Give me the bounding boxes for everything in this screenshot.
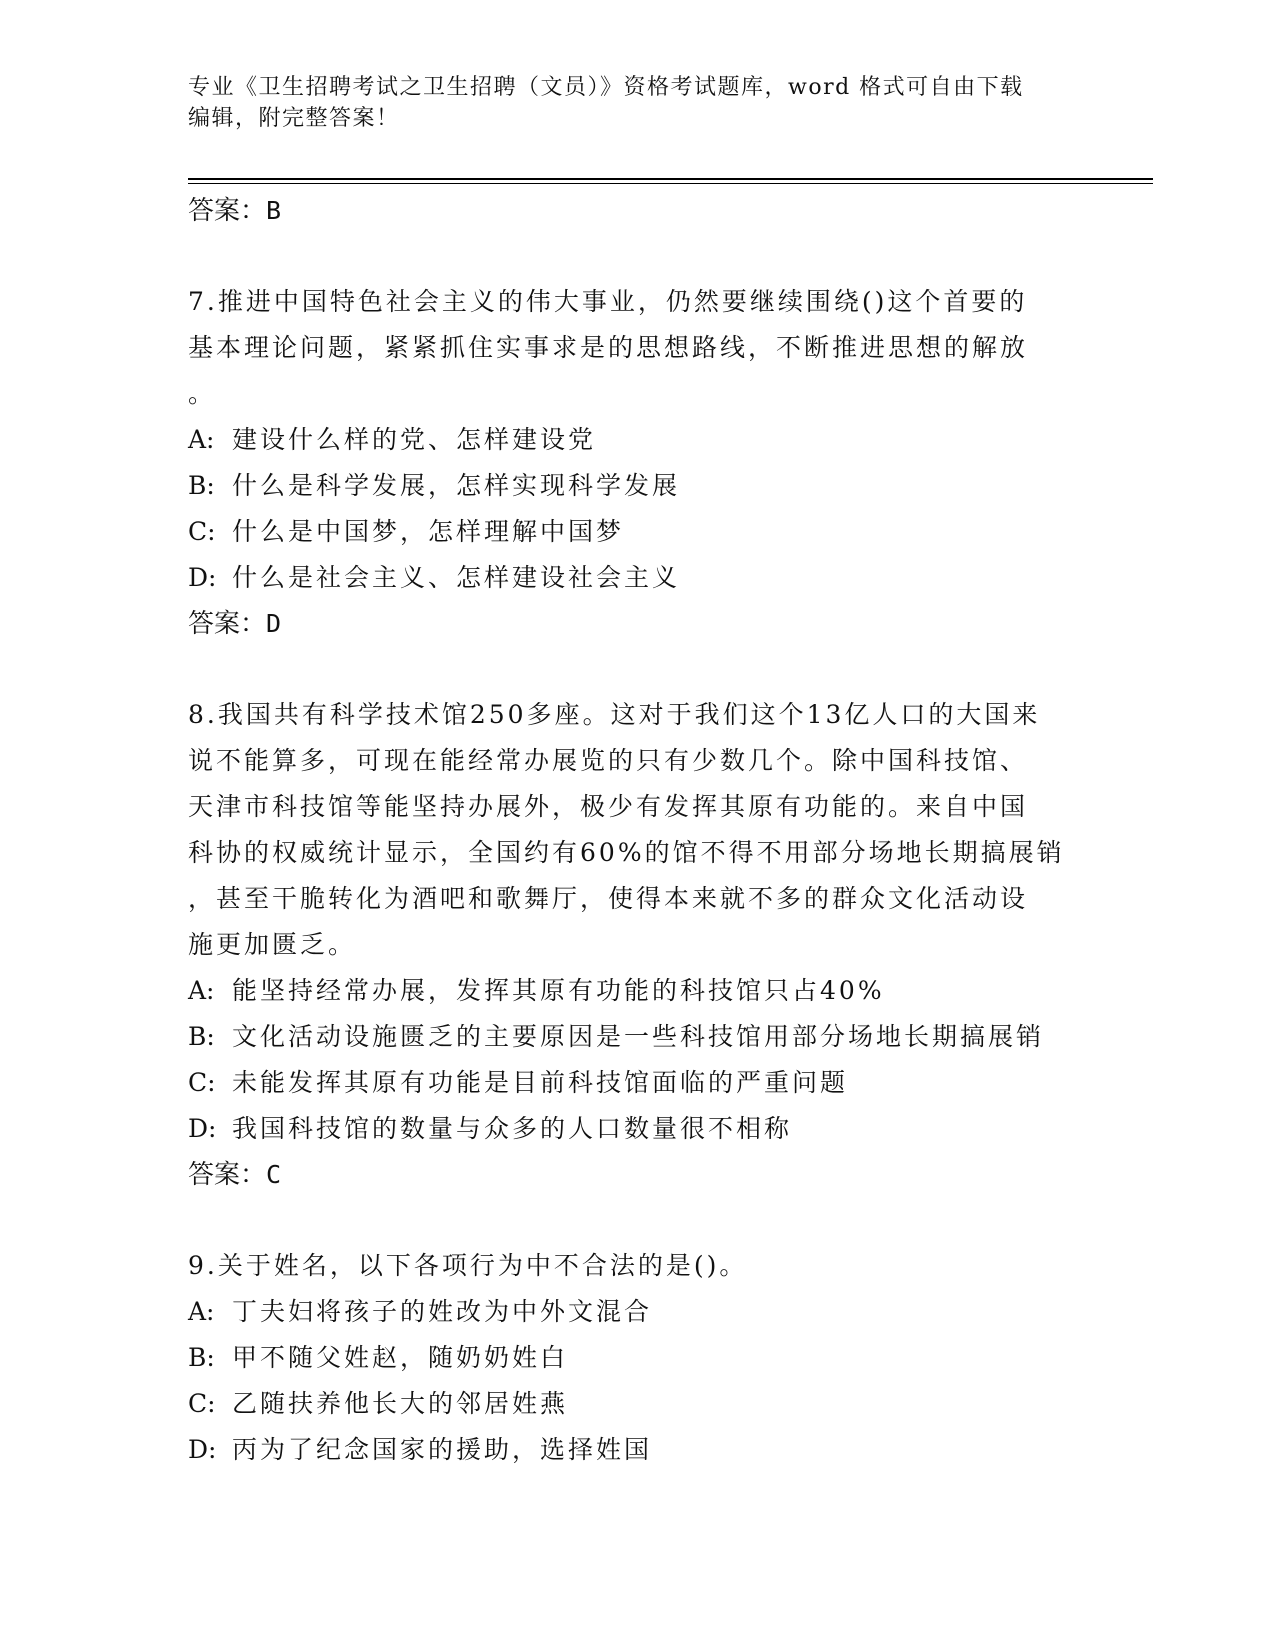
option-text: 什么是科学发展，怎样实现科学发展 <box>232 471 681 500</box>
header-line-1: 专业《卫生招聘考试之卫生招聘（文员）》资格考试题库，word 格式可自由下载 <box>188 75 1024 100</box>
answer-value: B <box>266 196 282 225</box>
question-block <box>188 692 1088 1198</box>
question-content <box>188 188 1088 1473</box>
header-divider-thin <box>188 183 1153 184</box>
question-text-line: 天津市科技馆等能坚持办展外，极少有发挥其原有功能的。来自中国 <box>188 792 1029 821</box>
option-letter: A: <box>188 425 215 454</box>
option-letter: C: <box>188 1389 216 1418</box>
option-text: 建设什么样的党、怎样建设党 <box>232 425 597 454</box>
option-letter: D: <box>188 563 217 592</box>
option-text: 未能发挥其原有功能是目前科技馆面临的严重问题 <box>232 1068 849 1097</box>
answer-line <box>188 188 1088 234</box>
option-text: 什么是社会主义、怎样建设社会主义 <box>232 563 681 592</box>
header-line-2: 编辑，附完整答案！ <box>188 106 400 131</box>
option-b <box>188 463 1088 509</box>
option-letter: A: <box>188 1297 215 1326</box>
option-a <box>188 1289 1088 1335</box>
answer-label: 答案： <box>188 609 267 639</box>
document-header <box>188 72 1068 134</box>
option-d <box>188 1106 1088 1152</box>
option-text: 丁夫妇将孩子的姓改为中外文混合 <box>232 1297 653 1326</box>
option-text: 丙为了纪念国家的援助，选择姓国 <box>232 1435 653 1464</box>
question-text-line: 说不能算多，可现在能经常办展览的只有少数几个。除中国科技馆、 <box>188 746 1029 775</box>
option-b <box>188 1335 1088 1381</box>
option-d <box>188 1427 1088 1473</box>
option-a <box>188 968 1088 1014</box>
question-text-line: 科协的权威统计显示，全国约有60%的馆不得不用部分场地长期搞展销 <box>188 838 1065 867</box>
option-text: 我国科技馆的数量与众多的人口数量很不相称 <box>232 1114 793 1143</box>
answer-value: D <box>266 609 282 638</box>
question-text-line: 。 <box>188 379 217 408</box>
option-c <box>188 1060 1088 1106</box>
option-letter: B: <box>188 1343 215 1372</box>
option-letter: A: <box>188 976 215 1005</box>
option-letter: C: <box>188 1068 216 1097</box>
answer-label: 答案： <box>188 196 267 226</box>
question-block <box>188 1243 1088 1473</box>
answer-value: C <box>266 1160 282 1189</box>
option-text: 乙随扶养他长大的邻居姓燕 <box>232 1389 569 1418</box>
answer-line <box>188 601 1088 647</box>
question-text-line: 施更加匮乏。 <box>188 930 357 959</box>
option-text: 什么是中国梦，怎样理解中国梦 <box>232 517 625 546</box>
option-letter: B: <box>188 1022 215 1051</box>
option-d <box>188 555 1088 601</box>
option-letter: B: <box>188 471 215 500</box>
option-c <box>188 1381 1088 1427</box>
option-letter: C: <box>188 517 216 546</box>
option-b <box>188 1014 1088 1060</box>
option-text: 甲不随父姓赵，随奶奶姓白 <box>232 1343 569 1372</box>
question-text-line: 8.我国共有科学技术馆250多座。这对于我们这个13亿人口的大国来 <box>188 700 1041 729</box>
option-text: 能坚持经常办展，发挥其原有功能的科技馆只占40% <box>232 976 885 1005</box>
question-text-line: ，甚至干脆转化为酒吧和歌舞厅，使得本来就不多的群众文化活动设 <box>188 884 1029 913</box>
question-block <box>188 279 1088 647</box>
option-a <box>188 417 1088 463</box>
question-text-line: 基本理论问题，紧紧抓住实事求是的思想路线，不断推进思想的解放 <box>188 333 1029 362</box>
option-c <box>188 509 1088 555</box>
answer-line <box>188 1152 1088 1198</box>
answer-label: 答案： <box>188 1160 267 1190</box>
question-text-line: 9.关于姓名，以下各项行为中不合法的是()。 <box>188 1251 748 1280</box>
option-text: 文化活动设施匮乏的主要原因是一些科技馆用部分场地长期搞展销 <box>232 1022 1045 1051</box>
header-divider-thick <box>188 178 1153 180</box>
option-letter: D: <box>188 1114 217 1143</box>
question-text-line: 7.推进中国特色社会主义的伟大事业，仍然要继续围绕()这个首要的 <box>188 287 1028 316</box>
option-letter: D: <box>188 1435 217 1464</box>
